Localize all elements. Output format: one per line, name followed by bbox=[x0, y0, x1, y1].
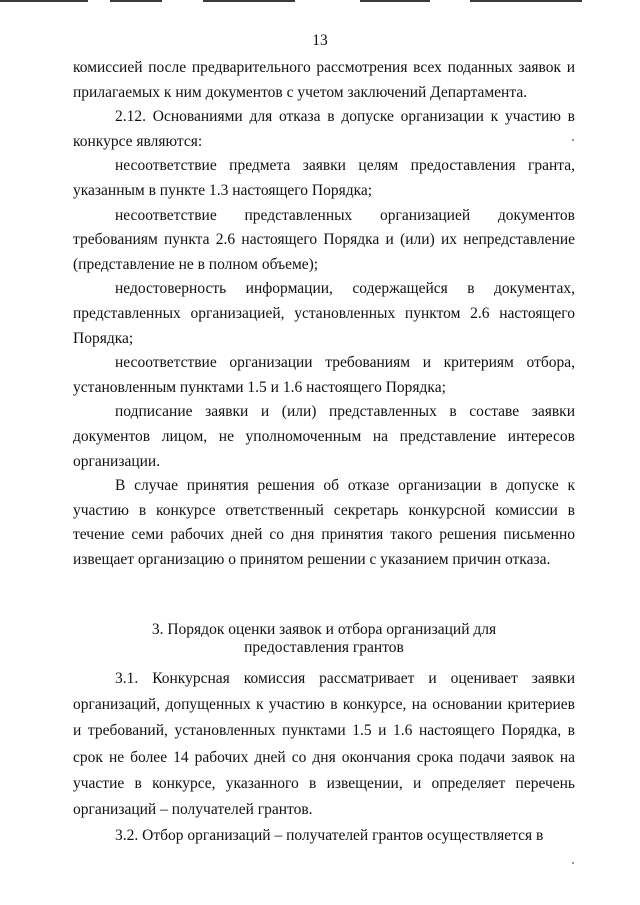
scan-top-edge-rule bbox=[110, 0, 162, 2]
section-heading bbox=[73, 621, 575, 657]
paragraph-clause-2-12: 2.12. Основаниями для отказа в допуске организации к участию в конкурсе являются: bbox=[73, 108, 575, 150]
scan-top-edge-rule bbox=[0, 0, 88, 2]
scan-top-edge-rule bbox=[470, 0, 582, 2]
document-body-bottom bbox=[73, 666, 575, 849]
paragraph-clause-3-2: 3.2. Отбор организаций – получателей грантов осуществляется в bbox=[115, 827, 544, 845]
paragraph-list-item: подписание заявки и (или) представленных в составе заявки документов лицом, не уполномоченным на представление интересов организации. bbox=[73, 403, 575, 470]
scan-speck bbox=[572, 862, 574, 864]
paragraph-list-item: недостоверность информации, содержащейся в документах, представленных организацией, установленных пунктом 2.6 настоящего Порядка; bbox=[73, 280, 575, 347]
scan-top-edge-rule bbox=[203, 0, 295, 2]
paragraph-list-item: несоответствие организации требованиям и критериям отбора, установленным пунктами 1.5 и 1.6 настоящего Порядка; bbox=[73, 354, 575, 396]
section-heading-line: предоставления грантов bbox=[244, 639, 404, 656]
paragraph-continuation: комиссией после предварительного рассмотрения всех поданных заявок и прилагаемых к ним документов с учетом заключений Департамента. bbox=[73, 59, 575, 101]
paragraph-refusal-notice: В случае принятия решения об отказе организации в допуске к участию в конкурсе ответственный секретарь конкурсной комиссии в течение семи рабочих дней со дня принятия такого решения письменно извещает организацию о принятом решении с указанием причин отказа. bbox=[73, 477, 575, 568]
scan-speck bbox=[572, 139, 574, 141]
scan-top-edge-rule bbox=[360, 0, 430, 2]
paragraph-list-item: несоответствие представленных организацией документов требованиям пункта 2.6 настоящего Порядка и (или) их непредставление (представление не в полном объеме); bbox=[73, 206, 575, 273]
paragraph-clause-3-1: 3.1. Конкурсная комиссия рассматривает и оценивает заявки организаций, допущенных к участию в конкурсе, на основании критериев и требований, установленных пунктами 1.5 и 1.6 настоящего Порядка, в срок не более 14 рабочих дней со дня окончания срока подачи заявок на участие в конкурсе, указанного в извещении, и определяет перечень организаций – получателей грантов. bbox=[73, 670, 575, 819]
page-number: 13 bbox=[312, 32, 328, 49]
document-body-top bbox=[73, 56, 575, 572]
paragraph-list-item: несоответствие предмета заявки целям предоставления гранта, указанным в пункте 1.3 настоящего Порядка; bbox=[73, 157, 575, 199]
section-heading-line: 3. Порядок оценки заявок и отбора организаций для bbox=[151, 621, 497, 638]
